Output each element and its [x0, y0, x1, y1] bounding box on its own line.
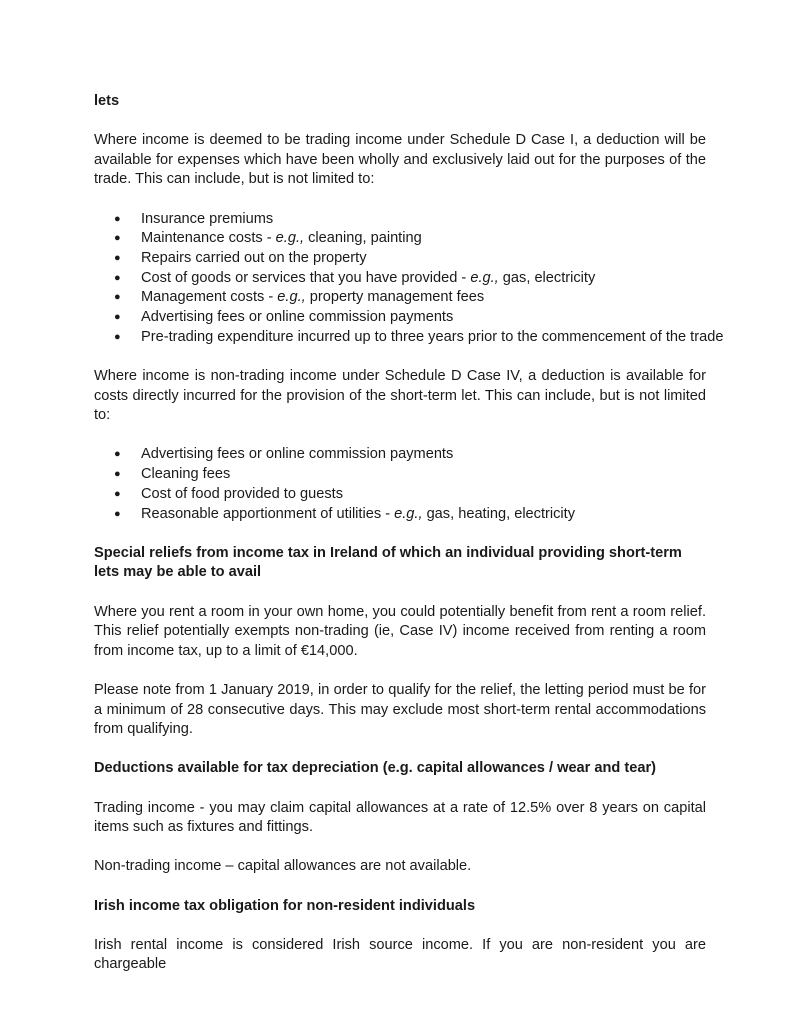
spacer	[94, 112, 706, 132]
spacer	[94, 426, 706, 446]
list-item-text: Pre-trading expenditure incurred up to three years prior to the commencement of the trade	[141, 328, 724, 345]
paragraph-trading-intro: Where income is deemed to be trading income under Schedule D Case I, a deduction will be available for expenses which have been wholly and exclusively laid out for the purposes of the trade. This can include, but is not limited to:	[94, 132, 706, 188]
list-item-text: Insurance premiums	[141, 210, 274, 227]
section-heading-depreciation: Deductions available for tax depreciation (e.g. capital allowances / wear and tear)	[94, 760, 657, 777]
example-abbreviation: e.g.,	[277, 289, 306, 306]
bullet-icon: ●	[114, 291, 121, 304]
bullet-icon: ●	[114, 232, 121, 245]
spacer	[94, 838, 706, 858]
list-item	[94, 308, 706, 328]
list-item	[94, 229, 706, 249]
example-abbreviation: e.g.,	[394, 505, 423, 522]
section-heading-special-reliefs: Special reliefs from income tax in Ireland of which an individual providing short-term lets may be able to avail	[94, 544, 682, 581]
paragraph-nonresident: Irish rental income is considered Irish source income. If you are non-resident you are chargeable	[94, 936, 706, 973]
list-item-text: Cost of food provided to guests	[141, 485, 344, 502]
bullet-icon: ●	[114, 330, 121, 343]
list-item	[94, 210, 706, 230]
list-item	[94, 249, 706, 269]
spacer	[94, 347, 706, 367]
paragraph-trading-capital: Trading income - you may claim capital allowances at a rate of 12.5% over 8 years on capital items such as fixtures and fittings.	[94, 799, 706, 836]
list-item-text: Advertising fees or online commission payments	[141, 446, 454, 463]
bullet-icon: ●	[114, 487, 121, 500]
list-item	[94, 445, 706, 465]
spacer	[94, 524, 706, 544]
list-item-text: Management costs -	[141, 289, 278, 306]
section-heading-lets: lets	[94, 93, 120, 109]
list-item-example-text: gas, heating, electricity	[422, 505, 576, 522]
list-item-text: Reasonable apportionment of utilities -	[141, 505, 395, 522]
bullet-icon: ●	[114, 448, 121, 461]
section-heading-nonresident: Irish income tax obligation for non-resident individuals	[94, 897, 476, 914]
paragraph-nontrading-capital: Non-trading income – capital allowances are not available.	[94, 858, 472, 875]
list-item	[94, 505, 706, 525]
bullet-icon: ●	[114, 507, 121, 520]
paragraph-rent-a-room: Where you rent a room in your own home, you could potentially benefit from rent a room relief. This relief potentially exempts non-trading (ie, Case IV) income received from renting a room from income tax, up to a limit of €14,000.	[94, 603, 706, 659]
list-item-text: Repairs carried out on the property	[141, 249, 367, 266]
list-item-text: Advertising fees or online commission payments	[141, 309, 454, 326]
list-item	[94, 328, 724, 348]
spacer	[94, 740, 706, 760]
bullet-icon: ●	[114, 212, 121, 225]
list-item-text: Maintenance costs -	[141, 230, 276, 247]
list-item-text: Cost of goods or services that you have provided -	[141, 269, 471, 286]
spacer	[94, 877, 706, 897]
trading-expenses-list	[94, 210, 724, 348]
bullet-icon: ●	[114, 271, 121, 284]
list-item	[94, 288, 706, 308]
bullet-icon: ●	[114, 468, 121, 481]
list-item	[94, 485, 706, 505]
list-item-example-text: gas, electricity	[498, 269, 596, 286]
paragraph-2019-note: Please note from 1 January 2019, in order to qualify for the relief, the letting period must be for a minimum of 28 consecutive days. This may exclude most short-term rental accommodations from qualifying.	[94, 682, 706, 738]
bullet-icon: ●	[114, 251, 121, 264]
list-item-example-text: cleaning, painting	[304, 230, 422, 247]
spacer	[94, 190, 706, 210]
list-item-example-text: property management fees	[305, 289, 485, 306]
spacer	[94, 583, 706, 603]
paragraph-nontrading-intro: Where income is non-trading income under Schedule D Case IV, a deduction is available for costs directly incurred for the provision of the short-term let. This can include, but is not limited to:	[94, 368, 706, 424]
list-item	[94, 269, 706, 289]
spacer	[94, 661, 706, 681]
nontrading-expenses-list	[94, 445, 706, 524]
list-item-text: Cleaning fees	[141, 466, 231, 483]
example-abbreviation: e.g.,	[275, 230, 305, 247]
spacer	[94, 916, 706, 936]
spacer	[94, 779, 706, 799]
bullet-icon: ●	[114, 311, 121, 324]
example-abbreviation: e.g.,	[470, 269, 499, 286]
list-item	[94, 465, 706, 485]
